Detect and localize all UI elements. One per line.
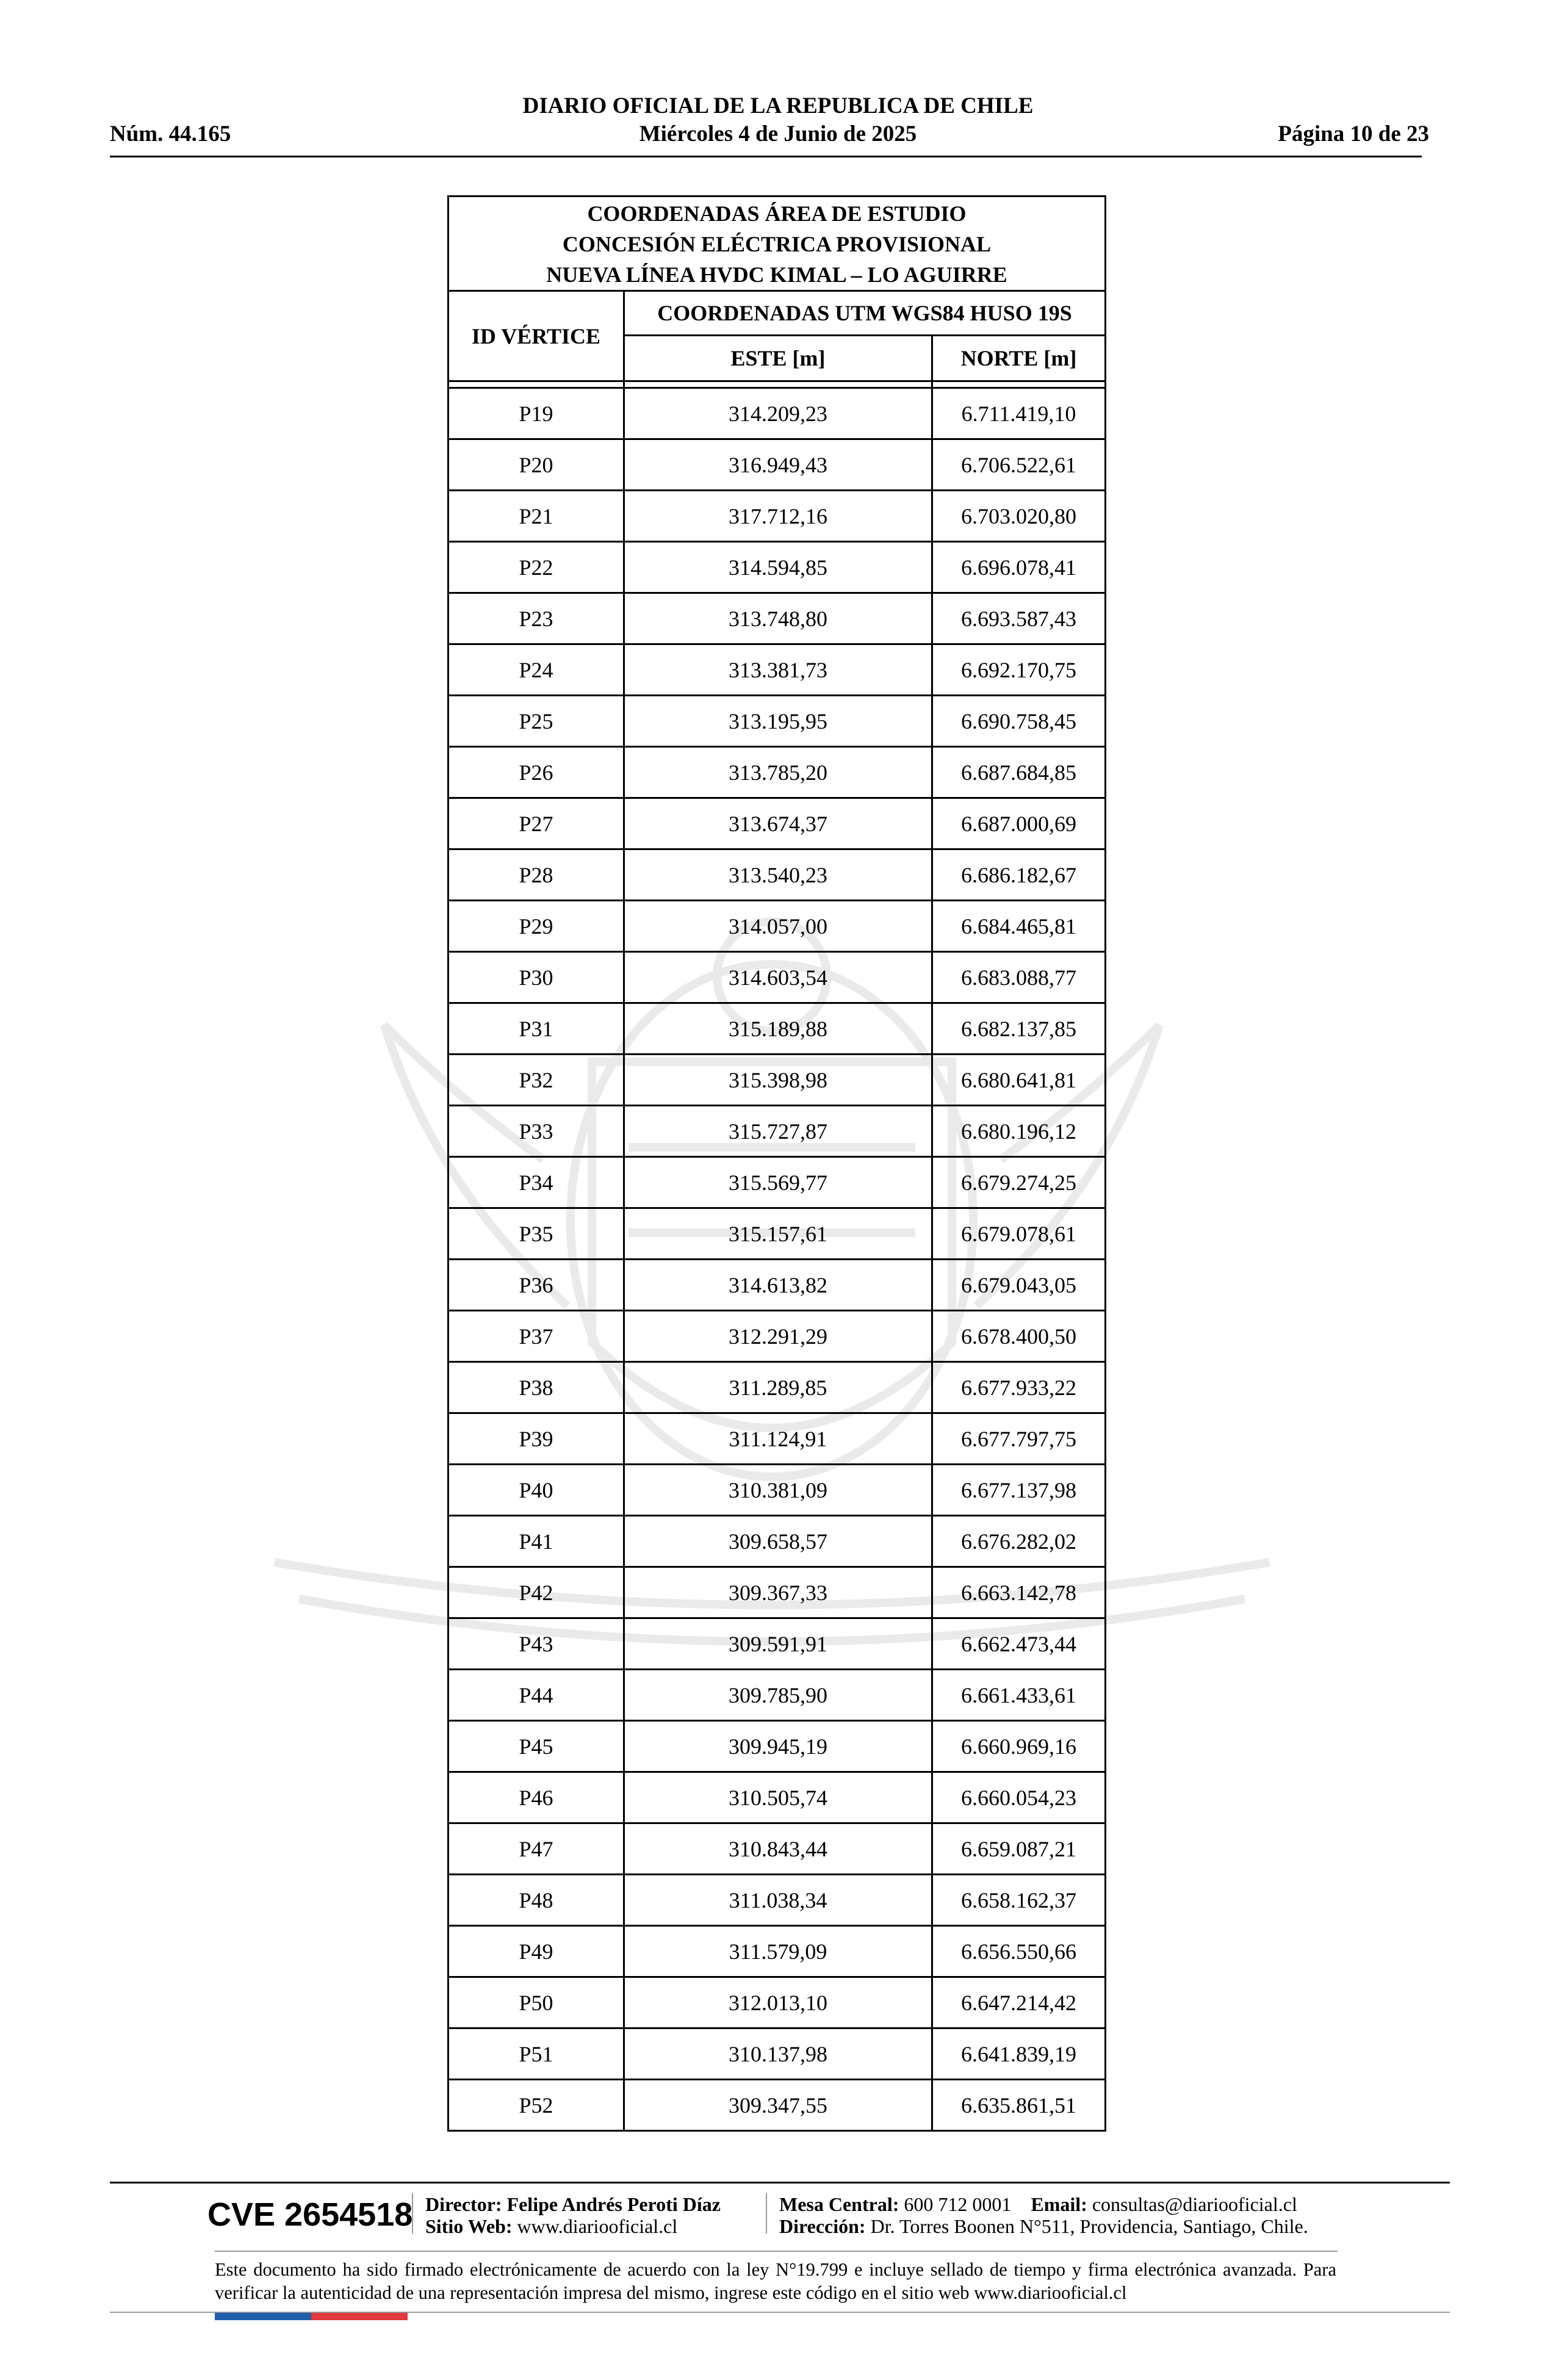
flag-stripe-blue [215,2313,311,2320]
table-row [448,388,1106,439]
header-divider [110,156,1422,157]
este-cell: 314.209,23 [624,388,932,439]
este-header: ESTE [m] [624,336,932,381]
este-cell: 310.381,09 [624,1465,932,1516]
issue-number: Núm. 44.165 [110,121,231,146]
vertex-id-cell: P43 [448,1618,624,1670]
table-row [448,1875,1106,1926]
norte-cell: 6.687.684,85 [932,747,1106,798]
spacer-cell [448,381,624,388]
este-cell: 309.658,57 [624,1516,932,1567]
vertex-id-cell: P26 [448,747,624,798]
legal-notice: Este documento ha sido firmado electrónicamente de acuerdo con la ley N°19.799 e incluye sellado de tiempo y firma electrónica avanzada. Para verificar la autenticidad de una representación impresa del mismo, ingrese este código en el sitio web www.diariooficial.cl [215,2259,1336,2303]
norte-cell: 6.660.054,23 [932,1772,1106,1823]
table-row [448,849,1106,901]
norte-cell: 6.692.170,75 [932,644,1106,696]
table-row [448,2080,1106,2131]
vertex-id-cell: P33 [448,1106,624,1157]
table-row [448,1157,1106,1208]
este-cell: 315.569,77 [624,1157,932,1208]
cve-code: CVE 2654518 [207,2196,413,2233]
page-number: Página 10 de 23 [1278,121,1429,146]
norte-cell: 6.641.839,19 [932,2028,1106,2080]
vertex-id-cell: P47 [448,1823,624,1875]
vertex-id-cell: P29 [448,901,624,952]
este-cell: 309.347,55 [624,2080,932,2131]
este-cell: 316.949,43 [624,439,932,491]
norte-cell: 6.680.641,81 [932,1055,1106,1106]
este-cell: 315.398,98 [624,1055,932,1106]
table-row [448,1670,1106,1721]
este-cell: 312.291,29 [624,1311,932,1362]
table-title [448,197,1106,291]
norte-cell: 6.635.861,51 [932,2080,1106,2131]
table-row [448,1618,1106,1670]
table-row [448,1926,1106,1977]
este-cell: 311.038,34 [624,1875,932,1926]
footer-separator [766,2193,767,2234]
table-row [448,593,1106,644]
spacer-cell [932,381,1106,388]
vertex-id-cell: P30 [448,952,624,1003]
este-cell: 311.289,85 [624,1362,932,1413]
este-cell: 314.594,85 [624,542,932,593]
contact-info [779,2193,1308,2237]
footer-divider [110,2182,1450,2183]
este-cell: 310.505,74 [624,1772,932,1823]
norte-cell: 6.656.550,66 [932,1926,1106,1977]
vertex-id-cell: P19 [448,388,624,439]
vertex-id-cell: P25 [448,696,624,747]
vertex-id-cell: P46 [448,1772,624,1823]
site-link[interactable]: www.diariooficial.cl [517,2215,678,2237]
table-row [448,1772,1106,1823]
este-cell: 309.367,33 [624,1567,932,1618]
este-cell: 313.748,80 [624,593,932,644]
norte-cell: 6.690.758,45 [932,696,1106,747]
vertex-id-cell: P21 [448,491,624,542]
este-cell: 313.195,95 [624,696,932,747]
norte-cell: 6.662.473,44 [932,1618,1106,1670]
vertex-id-cell: P28 [448,849,624,901]
norte-cell: 6.677.137,98 [932,1465,1106,1516]
norte-cell: 6.660.969,16 [932,1721,1106,1772]
norte-cell: 6.661.433,61 [932,1670,1106,1721]
vertex-id-cell: P50 [448,1977,624,2028]
este-cell: 314.057,00 [624,901,932,952]
vertex-id-cell: P22 [448,542,624,593]
table-row [448,1516,1106,1567]
table-row [448,1311,1106,1362]
issue-date: Miércoles 4 de Junio de 2025 [639,121,917,146]
este-cell: 314.603,54 [624,952,932,1003]
table-row [448,901,1106,952]
vertex-id-cell: P51 [448,2028,624,2080]
table-row [448,747,1106,798]
director-label: Director: [425,2193,502,2215]
table-row [448,2028,1106,2080]
vertex-id-cell: P32 [448,1055,624,1106]
vertex-id-cell: P27 [448,798,624,849]
este-cell: 315.157,61 [624,1208,932,1260]
este-cell: 312.013,10 [624,1977,932,2028]
norte-cell: 6.663.142,78 [932,1567,1106,1618]
norte-cell: 6.683.088,77 [932,952,1106,1003]
norte-cell: 6.679.043,05 [932,1260,1106,1311]
table-row [448,798,1106,849]
footer-inner-divider [215,2251,1338,2252]
central-phone: 600 712 0001 [904,2193,1012,2215]
norte-cell: 6.677.797,75 [932,1413,1106,1465]
este-cell: 310.137,98 [624,2028,932,2080]
este-cell: 313.674,37 [624,798,932,849]
vertex-id-cell: P44 [448,1670,624,1721]
este-cell: 313.785,20 [624,747,932,798]
este-cell: 309.945,19 [624,1721,932,1772]
flag-stripe-red [311,2313,408,2320]
vertex-id-cell: P24 [448,644,624,696]
vertex-id-cell: P48 [448,1875,624,1926]
vertex-id-cell: P45 [448,1721,624,1772]
table-row [448,1567,1106,1618]
norte-cell: 6.682.137,85 [932,1003,1106,1055]
table-title-line-3: NUEVA LÍNEA HVDC KIMAL – LO AGUIRRE [546,262,1007,287]
address-label: Dirección: [779,2215,866,2237]
coordinates-table [447,195,1106,2132]
table-row [448,1208,1106,1260]
norte-cell: 6.658.162,37 [932,1875,1106,1926]
norte-cell: 6.687.000,69 [932,798,1106,849]
vertex-id-cell: P37 [448,1311,624,1362]
este-cell: 309.785,90 [624,1670,932,1721]
vertex-id-cell: P35 [448,1208,624,1260]
vertex-id-cell: P52 [448,2080,624,2131]
norte-cell: 6.678.400,50 [932,1311,1106,1362]
vertex-id-cell: P38 [448,1362,624,1413]
table-row [448,542,1106,593]
norte-cell: 6.696.078,41 [932,542,1106,593]
table-row [448,1260,1106,1311]
norte-cell: 6.659.087,21 [932,1823,1106,1875]
vertex-id-cell: P49 [448,1926,624,1977]
table-body [448,381,1106,2131]
norte-cell: 6.711.419,10 [932,388,1106,439]
este-cell: 315.189,88 [624,1003,932,1055]
norte-header: NORTE [m] [932,336,1106,381]
id-vertice-header: ID VÉRTICE [448,291,624,381]
table-row [448,1003,1106,1055]
director-info [425,2193,721,2237]
este-cell: 309.591,91 [624,1618,932,1670]
norte-cell: 6.647.214,42 [932,1977,1106,2028]
este-cell: 317.712,16 [624,491,932,542]
vertex-id-cell: P20 [448,439,624,491]
table-title-line-1: COORDENADAS ÁREA DE ESTUDIO [587,201,967,226]
table-row [448,1721,1106,1772]
vertex-id-cell: P23 [448,593,624,644]
spacer-cell [624,381,932,388]
utm-header: COORDENADAS UTM WGS84 HUSO 19S [624,291,1106,336]
table-row [448,1055,1106,1106]
vertex-id-cell: P42 [448,1567,624,1618]
este-cell: 311.124,91 [624,1413,932,1465]
este-cell: 311.579,09 [624,1926,932,1977]
este-cell: 315.727,87 [624,1106,932,1157]
vertex-id-cell: P31 [448,1003,624,1055]
vertex-id-cell: P41 [448,1516,624,1567]
table-row [448,1413,1106,1465]
vertex-id-cell: P40 [448,1465,624,1516]
vertex-id-cell: P34 [448,1157,624,1208]
table-row [448,1465,1106,1516]
table-title-line-2: CONCESIÓN ELÉCTRICA PROVISIONAL [562,232,992,256]
norte-cell: 6.676.282,02 [932,1516,1106,1567]
table-row [448,1362,1106,1413]
table-row [448,439,1106,491]
table-row [448,1106,1106,1157]
este-cell: 313.381,73 [624,644,932,696]
central-label: Mesa Central: [779,2193,899,2215]
este-cell: 313.540,23 [624,849,932,901]
norte-cell: 6.693.587,43 [932,593,1106,644]
norte-cell: 6.706.522,61 [932,439,1106,491]
norte-cell: 6.680.196,12 [932,1106,1106,1157]
table-row [448,696,1106,747]
vertex-id-cell: P36 [448,1260,624,1311]
table-row [448,644,1106,696]
email-label: Email: [1031,2193,1087,2215]
este-cell: 314.613,82 [624,1260,932,1311]
header-spacer-row [448,381,1106,388]
table-row [448,1977,1106,2028]
footer-separator [412,2193,413,2234]
norte-cell: 6.686.182,67 [932,849,1106,901]
site-label: Sitio Web: [425,2215,513,2237]
vertex-id-cell: P39 [448,1413,624,1465]
table-row [448,491,1106,542]
este-cell: 310.843,44 [624,1823,932,1875]
norte-cell: 6.684.465,81 [932,901,1106,952]
email-link[interactable]: consultas@diariooficial.cl [1092,2193,1297,2215]
norte-cell: 6.679.274,25 [932,1157,1106,1208]
norte-cell: 6.677.933,22 [932,1362,1106,1413]
newspaper-title: DIARIO OFICIAL DE LA REPUBLICA DE CHILE [522,93,1034,118]
norte-cell: 6.679.078,61 [932,1208,1106,1260]
table-row [448,952,1106,1003]
norte-cell: 6.703.020,80 [932,491,1106,542]
director-name: Felipe Andrés Peroti Díaz [506,2193,721,2215]
address-value: Dr. Torres Boonen N°511, Providencia, Santiago, Chile. [870,2215,1308,2237]
table-row [448,1823,1106,1875]
